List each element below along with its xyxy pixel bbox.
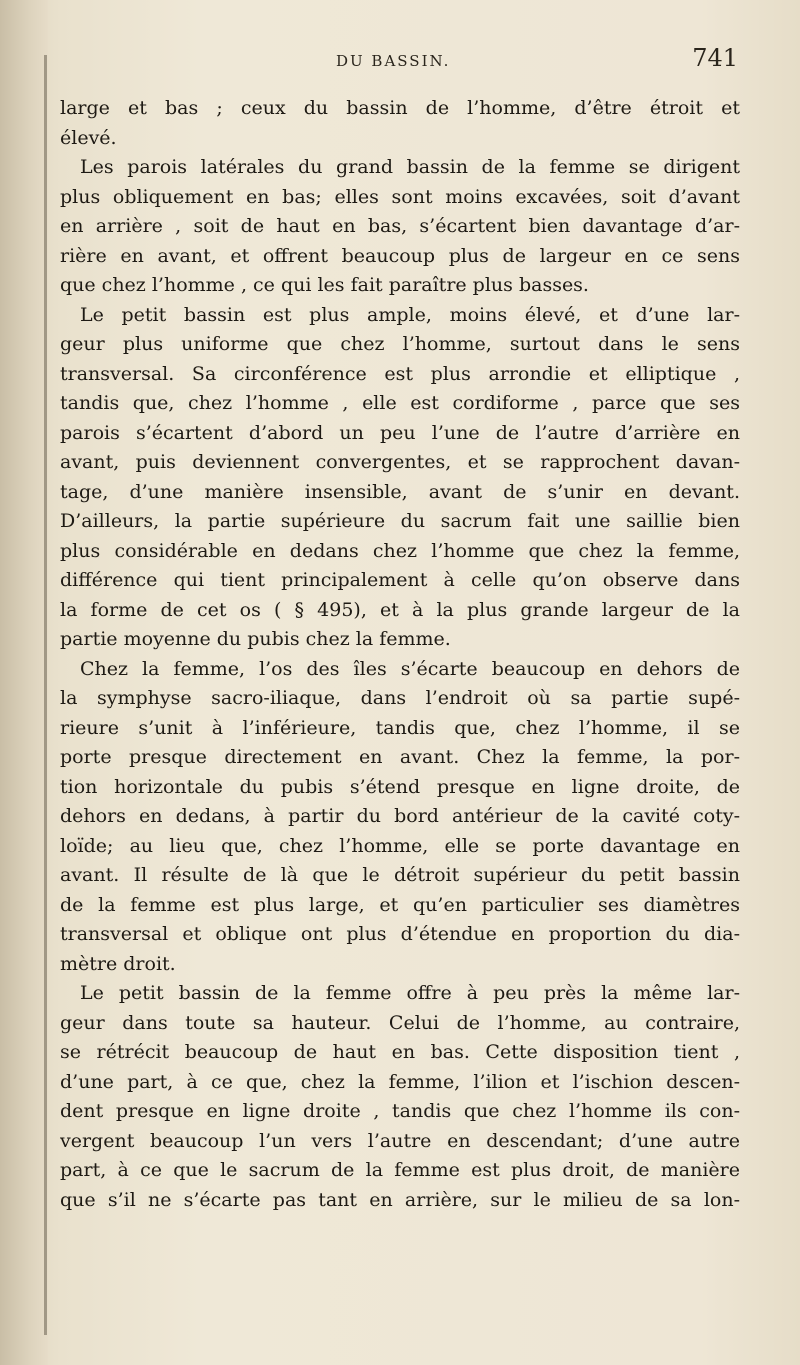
gutter-shadow [44,55,47,1335]
text-line: se rétrécit beaucoup de haut en bas. Cette disposition tient , [60,1041,740,1063]
text-line: part, à ce que le sacrum de la femme est plus droit, de manière [60,1159,740,1181]
text-line: porte presque directement en avant. Chez la femme, la por- [60,746,740,768]
text-line: de la femme est plus large, et qu’en particulier ses diamètres [60,893,740,916]
text-line: d’une part, à ce que, chez la femme, l’ilion et l’ischion descen- [60,1070,740,1093]
text-line: Le petit bassin est plus ample, moins élevé, et d’une lar- [80,303,740,326]
text-line: avant. Il résulte de là que le détroit supérieur du petit bassin [60,864,740,886]
text-line: transversal et oblique ont plus d’étendue en proportion du dia- [60,923,740,945]
text-line: que s’il ne s’écarte pas tant en arrière, sur le milieu de sa lon- [60,1188,740,1211]
facing-page-edge [0,0,48,1365]
text-line: dent presque en ligne droite , tandis que chez l’homme ils con- [60,1100,740,1122]
text-line: la forme de cet os ( § 495), et à la plus grande largeur de la [60,598,740,621]
text-line: transversal. Sa circonférence est plus arrondie et elliptique , [60,362,740,385]
body-text [60,94,740,1215]
running-head [96,44,746,74]
text-line: vergent beaucoup l’un vers l’autre en descendant; d’une autre [60,1129,740,1152]
text-line: élevé. [60,126,117,149]
text-line: partie moyenne du pubis chez la femme. [60,628,451,650]
text-line: loïde; au lieu que, chez l’homme, elle se porte davantage en [60,834,740,857]
text-line: Le petit bassin de la femme offre à peu près la même lar- [80,982,740,1004]
text-line: en arrière , soit de haut en bas, s’écartent bien davantage d’ar- [60,215,740,237]
text-line: Les parois latérales du grand bassin de la femme se dirigent [80,156,740,178]
text-line: la symphyse sacro-iliaque, dans l’endroit où sa partie supé- [60,687,740,709]
text-line: Chez la femme, l’os des îles s’écarte beaucoup en dehors de [80,657,740,680]
text-line: geur dans toute sa hauteur. Celui de l’homme, au contraire, [60,1011,740,1034]
running-title: DU BASSIN. [336,52,451,70]
text-line: mètre droit. [60,952,176,975]
text-line: parois s’écartent d’abord un peu l’une de l’autre d’arrière en [60,421,740,444]
text-line: que chez l’homme , ce qui les fait paraître plus basses. [60,274,589,296]
text-line: large et bas ; ceux du bassin de l’homme, d’être étroit et [60,97,740,119]
text-line: dehors en dedans, à partir du bord antérieur de la cavité coty- [60,805,740,827]
text-line: tandis que, chez l’homme , elle est cordiforme , parce que ses [60,392,740,414]
text-line: rière en avant, et offrent beaucoup plus de largeur en ce sens [60,244,740,267]
text-line: rieure s’unit à l’inférieure, tandis que, chez l’homme, il se [60,716,740,739]
text-line: avant, puis deviennent convergentes, et se rapprochent davan- [60,451,740,473]
text-line: plus obliquement en bas; elles sont moins excavées, soit d’avant [60,185,740,208]
text-line: différence qui tient principalement à celle qu’on observe dans [60,569,740,591]
page-number: 741 [692,44,738,72]
text-line: plus considérable en dedans chez l’homme que chez la femme, [60,539,740,562]
text-line: tage, d’une manière insensible, avant de s’unir en devant. [60,480,740,503]
text-line: geur plus uniforme que chez l’homme, surtout dans le sens [60,333,740,355]
text-line: D’ailleurs, la partie supérieure du sacrum fait une saillie bien [60,510,740,532]
text-line: tion horizontale du pubis s’étend presque en ligne droite, de [60,775,740,798]
